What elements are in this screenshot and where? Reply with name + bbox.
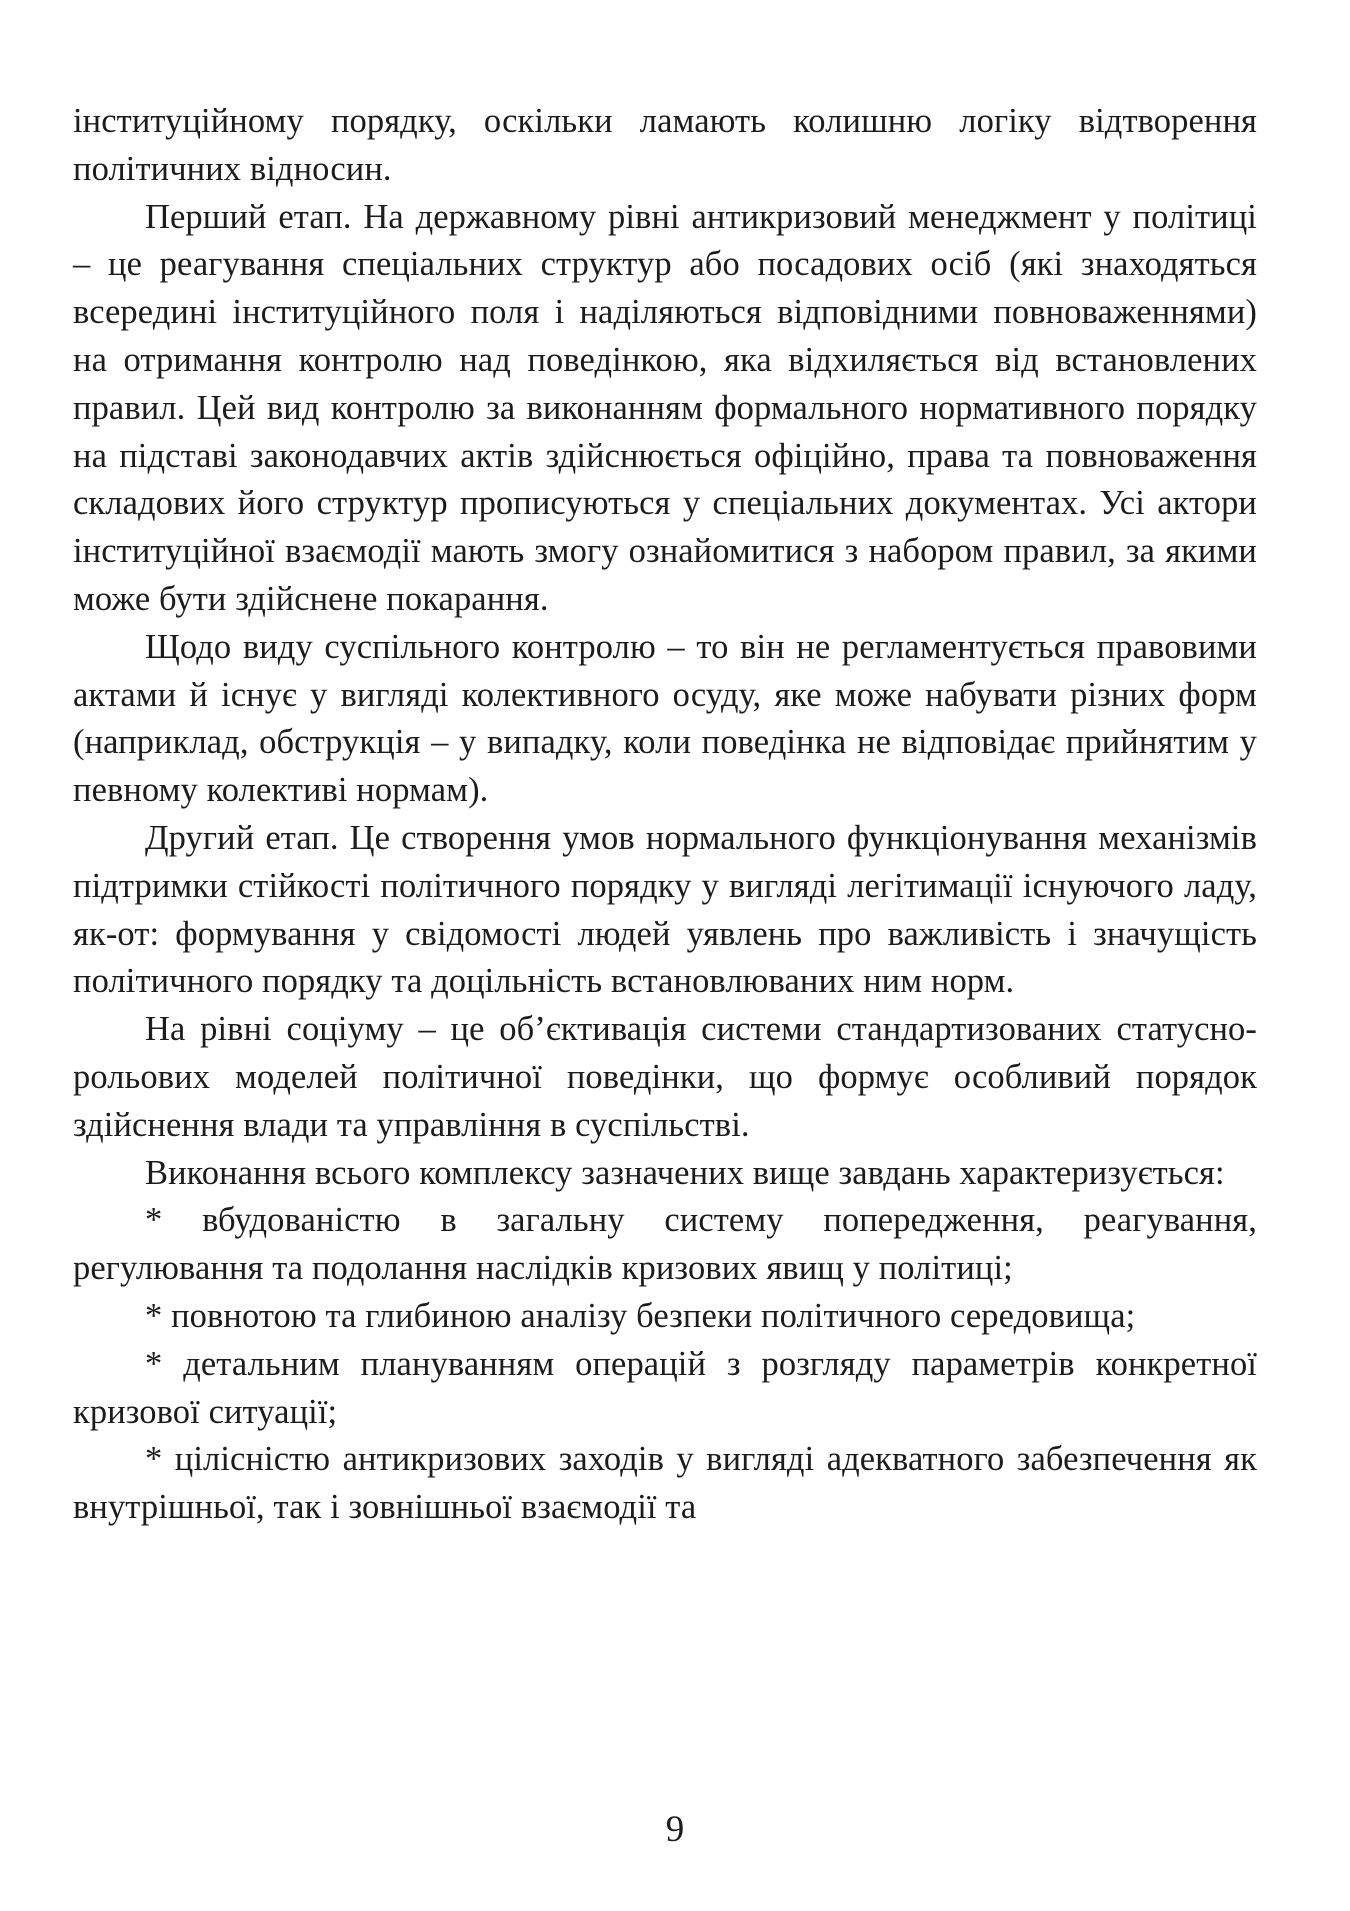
paragraph-second-stage: Другий етап. Це створення умов нормального функціонування механізмів підтримки стійкості політичного порядку у вигляді легітимації існуючого ладу, як-от: формування у свідомості людей уявлень про важливість і значущість політичного порядку та доцільність встановлюваних ним норм.	[73, 818, 1257, 1001]
list-item: * повнотою та глибиною аналізу безпеки політичного середовища;	[145, 1296, 1136, 1335]
page-number: 9	[665, 1809, 685, 1850]
paragraph-social-control: Щодо виду суспільного контролю – то він не регламентується правовими актами й існує у вигляді колективного осуду, яке може набувати різних форм (наприклад, обструкція – у випадку, коли поведінка не відповідає прийнятим у певному колективі нормам).	[73, 627, 1257, 810]
paragraph-first-stage: Перший етап. На державному рівні антикризовий менеджмент у політиці – це реагування спеціальних структур або посадових осіб (які знаходяться всередині інституційного поля і наділяються відповідними повноваженнями) на отримання контролю над поведінкою, яка відхиляється від встановлених правил. Цей вид контролю за виконанням формального нормативного порядку на підставі законодавчих актів здійснюється офіційно, права та повноваження складових його структур прописуються у спеціальних документах. Усі актори інституційної взаємодії мають змогу ознайомитися з набором правил, за якими може бути здійснене покарання.	[73, 197, 1257, 618]
list-item: * цілісністю антикризових заходів у вигляді адекватного забезпечення як внутрішньої, так і зовнішньої взаємодії та	[73, 1440, 1257, 1527]
body-text	[73, 98, 1257, 1532]
list-item: * вбудованістю в загальну систему попередження, реагування, регулювання та подолання наслідків кризових явищ у політиці;	[73, 1201, 1257, 1288]
paragraph-society-level: На рівні соціуму – це об’єктивація системи стандартизованих статусно-рольових моделей політичної поведінки, що формує особливий порядок здійснення влади та управління в суспільстві.	[73, 1010, 1257, 1144]
list-item: * детальним плануванням операцій з розгляду параметрів конкретної кризової ситуації;	[73, 1344, 1257, 1431]
paragraph-continuation: інституційному порядку, оскільки ламають колишню логіку відтворення політичних відносин.	[73, 102, 1257, 188]
paragraph-tasks-intro: Виконання всього комплексу зазначених вище завдань характеризується:	[145, 1153, 1225, 1192]
